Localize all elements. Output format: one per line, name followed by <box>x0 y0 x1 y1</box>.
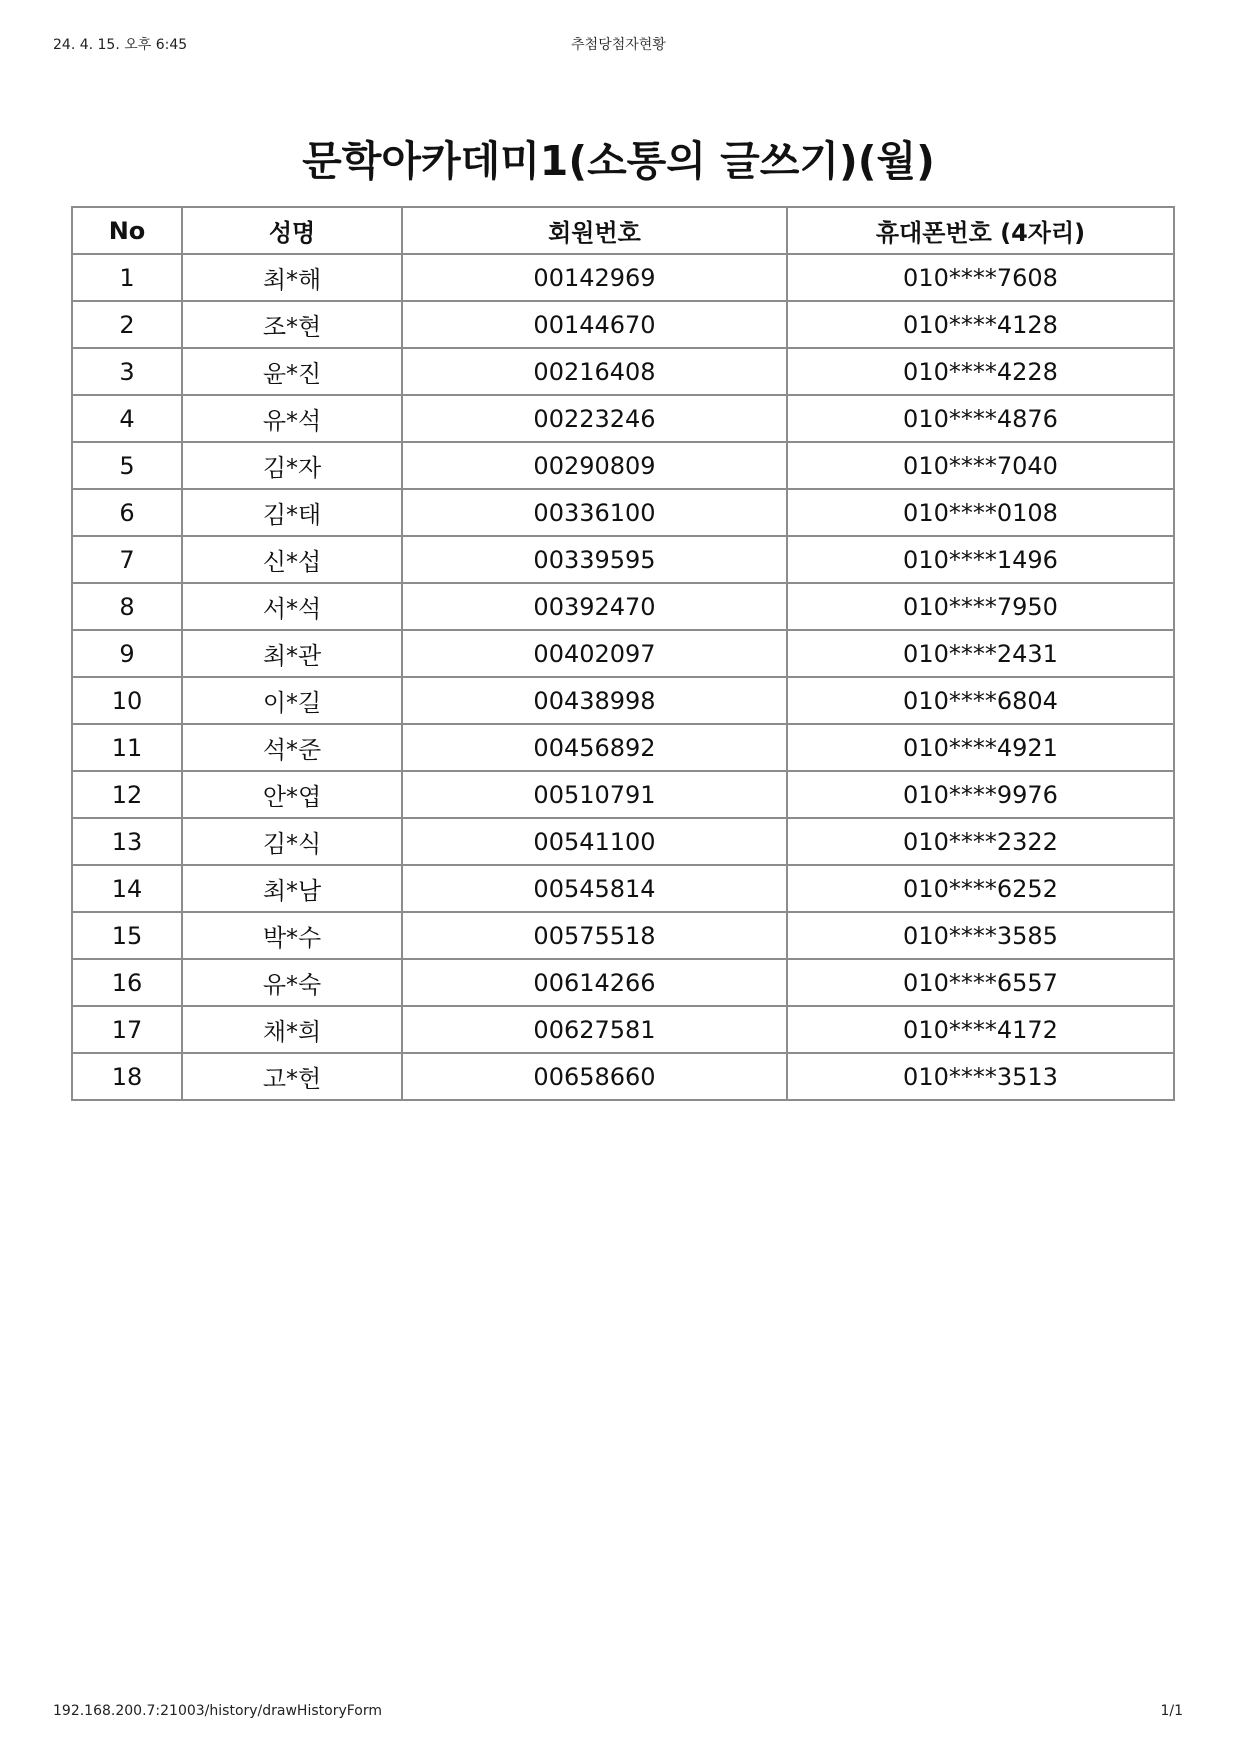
cell-name: 석*준 <box>182 724 402 771</box>
cell-name: 조*현 <box>182 301 402 348</box>
cell-no: 4 <box>72 395 182 442</box>
cell-phone: 010****6557 <box>787 959 1174 1006</box>
cell-member-number: 00510791 <box>402 771 787 818</box>
table-row <box>72 865 1174 912</box>
cell-phone: 010****2322 <box>787 818 1174 865</box>
cell-phone: 010****1496 <box>787 536 1174 583</box>
page-url: 192.168.200.7:21003/history/drawHistoryForm <box>53 1703 383 1719</box>
cell-name: 박*수 <box>182 912 402 959</box>
cell-no: 14 <box>72 865 182 912</box>
cell-phone: 010****7950 <box>787 583 1174 630</box>
cell-name: 신*섭 <box>182 536 402 583</box>
cell-no: 18 <box>72 1053 182 1100</box>
page-number: 1/1 <box>1160 1703 1183 1719</box>
cell-phone: 010****0108 <box>787 489 1174 536</box>
table-row <box>72 1053 1174 1100</box>
table-row <box>72 1006 1174 1053</box>
cell-name: 윤*진 <box>182 348 402 395</box>
cell-phone: 010****6252 <box>787 865 1174 912</box>
table-row <box>72 489 1174 536</box>
cell-phone: 010****4128 <box>787 301 1174 348</box>
document-header-title: 추첨당첨자현황 <box>571 37 666 53</box>
column-header-member-number: 회원번호 <box>402 207 787 254</box>
cell-no: 5 <box>72 442 182 489</box>
cell-member-number: 00223246 <box>402 395 787 442</box>
table-row <box>72 348 1174 395</box>
table-row <box>72 301 1174 348</box>
table-row <box>72 442 1174 489</box>
cell-member-number: 00541100 <box>402 818 787 865</box>
cell-member-number: 00290809 <box>402 442 787 489</box>
cell-phone: 010****9976 <box>787 771 1174 818</box>
cell-member-number: 00402097 <box>402 630 787 677</box>
cell-member-number: 00392470 <box>402 583 787 630</box>
cell-member-number: 00545814 <box>402 865 787 912</box>
cell-member-number: 00575518 <box>402 912 787 959</box>
cell-phone: 010****6804 <box>787 677 1174 724</box>
cell-name: 이*길 <box>182 677 402 724</box>
table-row <box>72 583 1174 630</box>
cell-no: 16 <box>72 959 182 1006</box>
cell-no: 8 <box>72 583 182 630</box>
cell-member-number: 00658660 <box>402 1053 787 1100</box>
cell-no: 17 <box>72 1006 182 1053</box>
cell-name: 김*자 <box>182 442 402 489</box>
cell-phone: 010****3513 <box>787 1053 1174 1100</box>
cell-no: 2 <box>72 301 182 348</box>
cell-no: 10 <box>72 677 182 724</box>
table-row <box>72 395 1174 442</box>
cell-member-number: 00144670 <box>402 301 787 348</box>
cell-name: 서*석 <box>182 583 402 630</box>
cell-name: 김*태 <box>182 489 402 536</box>
table-row <box>72 630 1174 677</box>
cell-member-number: 00438998 <box>402 677 787 724</box>
cell-member-number: 00456892 <box>402 724 787 771</box>
winners-table <box>71 206 1175 1101</box>
column-header-no: No <box>72 207 182 254</box>
print-datetime: 24. 4. 15. 오후 6:45 <box>53 37 188 53</box>
cell-no: 1 <box>72 254 182 301</box>
cell-no: 3 <box>72 348 182 395</box>
table-row <box>72 724 1174 771</box>
cell-phone: 010****4228 <box>787 348 1174 395</box>
cell-no: 13 <box>72 818 182 865</box>
cell-phone: 010****3585 <box>787 912 1174 959</box>
cell-phone: 010****4876 <box>787 395 1174 442</box>
cell-name: 최*관 <box>182 630 402 677</box>
cell-name: 김*식 <box>182 818 402 865</box>
cell-no: 12 <box>72 771 182 818</box>
table-row <box>72 912 1174 959</box>
column-header-name: 성명 <box>182 207 402 254</box>
table-row <box>72 254 1174 301</box>
cell-name: 유*숙 <box>182 959 402 1006</box>
cell-phone: 010****4172 <box>787 1006 1174 1053</box>
cell-no: 7 <box>72 536 182 583</box>
table-row <box>72 959 1174 1006</box>
column-header-phone: 휴대폰번호 (4자리) <box>787 207 1174 254</box>
page-title: 문학아카데미1(소통의 글쓰기)(월) <box>302 137 935 185</box>
cell-name: 고*헌 <box>182 1053 402 1100</box>
table-header-row <box>72 207 1174 254</box>
cell-name: 채*희 <box>182 1006 402 1053</box>
cell-no: 6 <box>72 489 182 536</box>
cell-name: 안*엽 <box>182 771 402 818</box>
cell-name: 최*해 <box>182 254 402 301</box>
table-row <box>72 771 1174 818</box>
cell-phone: 010****7040 <box>787 442 1174 489</box>
cell-member-number: 00216408 <box>402 348 787 395</box>
cell-phone: 010****7608 <box>787 254 1174 301</box>
cell-name: 최*남 <box>182 865 402 912</box>
cell-phone: 010****2431 <box>787 630 1174 677</box>
cell-member-number: 00336100 <box>402 489 787 536</box>
cell-member-number: 00142969 <box>402 254 787 301</box>
cell-no: 15 <box>72 912 182 959</box>
table-row <box>72 677 1174 724</box>
cell-member-number: 00614266 <box>402 959 787 1006</box>
table-row <box>72 818 1174 865</box>
cell-member-number: 00627581 <box>402 1006 787 1053</box>
cell-name: 유*석 <box>182 395 402 442</box>
cell-no: 9 <box>72 630 182 677</box>
cell-member-number: 00339595 <box>402 536 787 583</box>
table-row <box>72 536 1174 583</box>
cell-no: 11 <box>72 724 182 771</box>
cell-phone: 010****4921 <box>787 724 1174 771</box>
